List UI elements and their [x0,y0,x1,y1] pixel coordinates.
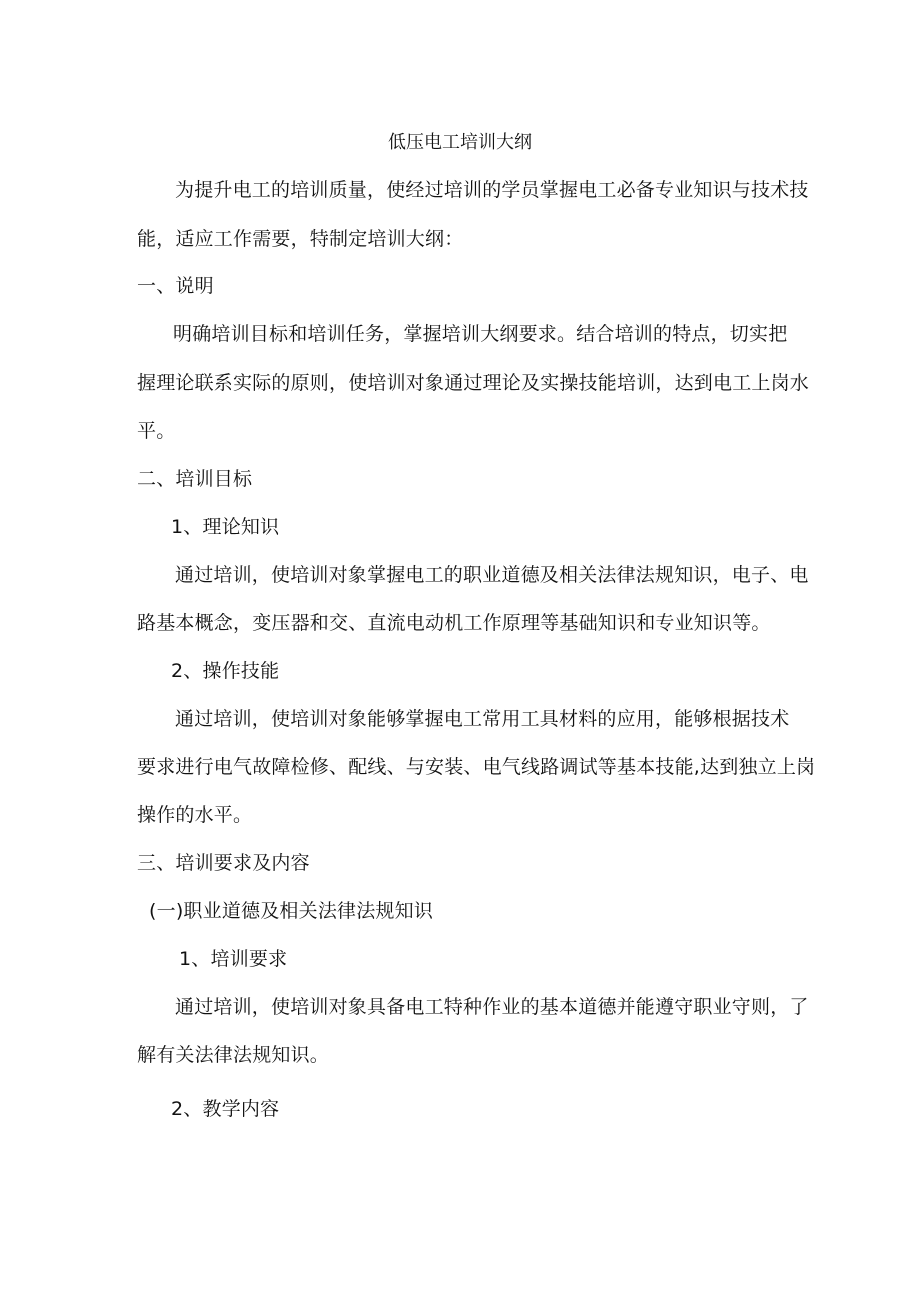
section2-sub2-heading: 2、操作技能 [171,660,280,682]
section2-sub2-paragraph-line-1: 通过培训，使培训对象能够掌握电工常用工具材料的应用，能够根据技术 [175,708,790,730]
section3-heading: 三、培训要求及内容 [137,852,310,874]
section3-part1-sub1-paragraph-line-2: 解有关法律法规知识。 [137,1044,330,1066]
section3-part1-heading: (一)职业道德及相关法律法规知识 [149,900,434,922]
section1-paragraph-line-2: 握理论联系实际的原则，使培训对象通过理论及实操技能培训，达到电工上岗水 [137,372,810,394]
section3-part1-sub1-heading: 1、培训要求 [179,948,288,970]
section2-sub1-heading: 1、理论知识 [171,516,280,538]
section3-part1-sub1-paragraph-line-1: 通过培训，使培训对象具备电工特种作业的基本道德并能遵守职业守则，了 [175,996,809,1018]
section2-heading: 二、培训目标 [137,468,253,490]
document-title: 低压电工培训大纲 [388,132,532,153]
section2-sub1-paragraph-line-1: 通过培训，使培训对象掌握电工的职业道德及相关法律法规知识，电子、电 [175,564,809,586]
section3-part1-sub2-heading: 2、教学内容 [171,1098,280,1120]
section1-paragraph-line-1: 明确培训目标和培训任务，掌握培训大纲要求。结合培训的特点，切实把 [173,323,788,345]
intro-line-1: 为提升电工的培训质量，使经过培训的学员掌握电工必备专业知识与技术技 [175,179,809,201]
section2-sub2-paragraph-line-3: 操作的水平。 [137,804,253,826]
intro-line-2: 能，适应工作需要，特制定培训大纲： [137,228,464,250]
section2-sub1-paragraph-line-2: 路基本概念，变压器和交、直流电动机工作原理等基础知识和专业知识等。 [137,612,771,634]
section1-heading: 一、说明 [137,275,214,297]
section2-sub2-paragraph-line-2: 要求进行电气故障检修、配线、与安装、电气线路调试等基本技能,达到独立上岗 [137,756,816,778]
section1-paragraph-line-3: 平。 [137,420,176,442]
